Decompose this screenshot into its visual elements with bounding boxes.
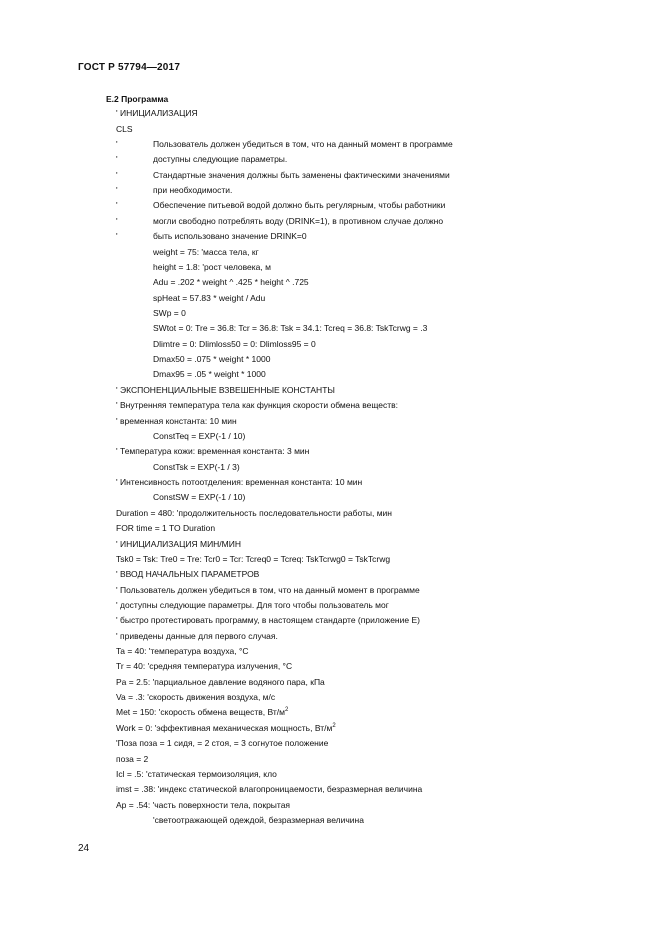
code-line: ' ВВОД НАЧАЛЬНЫХ ПАРАМЕТРОВ (116, 569, 260, 579)
code-line: ' доступны следующие параметры. Для того чтобы пользователь мог (116, 600, 389, 610)
code-line-with-superscript (116, 707, 288, 718)
code-line: Pa = 2.5: 'парциальное давление водяного пара, кПа (116, 677, 325, 687)
code-line: ' Интенсивность потоотделения: временная константа: 10 мин (116, 477, 363, 487)
code-line: Tsk0 = Tsk: Tre0 = Tre: Tcr0 = Tcr: Tcreq0 = Tcreq: TskTcrwg0 = TskTcrwg (116, 554, 391, 564)
code-line: Dmax50 = .075 * weight * 1000 (153, 354, 271, 364)
code-line: Обеспечение питьевой водой должно быть регулярным, чтобы работники (153, 200, 446, 210)
code-line: FOR time = 1 TO Duration (116, 523, 216, 533)
bullet-mark: ' (116, 170, 118, 180)
code-line: Duration = 480: 'продолжительность последовательности работы, мин (116, 508, 393, 518)
code-line-with-superscript (116, 723, 336, 734)
code-line: при необходимости. (153, 185, 233, 195)
code-line: height = 1.8: 'рост человека, м (153, 262, 271, 272)
bullet-mark: ' (116, 231, 118, 241)
code-line: ' быстро протестировать программу, в настоящем стандарте (приложение Е) (116, 615, 420, 625)
code-line: Va = .3: 'скорость движения воздуха, м/с (116, 692, 276, 702)
code-line: ' временная константа: 10 мин (116, 416, 237, 426)
code-line: ConstTeq = EXP(-1 / 10) (153, 431, 246, 441)
code-line: ' приведены данные для первого случая. (116, 631, 278, 641)
code-line: ' Пользователь должен убедиться в том, что на данный момент в программе (116, 585, 420, 595)
code-line: Пользователь должен убедиться в том, что на данный момент в программе (153, 139, 453, 149)
superscript: 2 (332, 723, 336, 730)
code-line: 'Поза поза = 1 сидя, = 2 стоя, = 3 согнутое положение (116, 738, 329, 748)
code-line: ConstSW = EXP(-1 / 10) (153, 492, 246, 502)
code-line: CLS (116, 124, 133, 134)
code-line: могли свободно потреблять воду (DRINK=1), в противном случае должно (153, 216, 444, 226)
code-line: ' Внутренняя температура тела как функция скорости обмена веществ: (116, 400, 399, 410)
superscript: 2 (284, 707, 289, 714)
code-line: spHeat = 57.83 * weight / Adu (153, 293, 266, 303)
code-line: Dlimtre = 0: Dlimloss50 = 0: Dlimloss95 = 0 (153, 339, 316, 349)
code-line: Icl = .5: 'статическая термоизоляция, кло (116, 769, 277, 779)
document-header: ГОСТ Р 57794—2017 (78, 62, 181, 73)
code-line: Adu = .202 * weight ^ .425 * height ^ .725 (153, 277, 309, 287)
code-line-text: Met = 150: 'скорость обмена веществ, Вт/м (116, 707, 285, 717)
code-line: weight = 75: 'масса тела, кг (153, 247, 259, 257)
code-line: SWp = 0 (153, 308, 186, 318)
bullet-mark: ' (116, 200, 118, 210)
code-line: Ap = .54: 'часть поверхности тела, покрытая (116, 800, 291, 810)
code-line: ConstTsk = EXP(-1 / 3) (153, 462, 240, 472)
bullet-mark: ' (116, 139, 118, 149)
code-line: Стандартные значения должны быть заменены фактическими значениями (153, 170, 450, 180)
code-line: Dmax95 = .05 * weight * 1000 (153, 369, 266, 379)
bullet-mark: ' (116, 216, 118, 226)
page-number: 24 (78, 843, 90, 854)
code-line: ' ИНИЦИАЛИЗАЦИЯ (116, 108, 198, 118)
bullet-mark: ' (116, 154, 118, 164)
bullet-mark: ' (116, 185, 118, 195)
code-line: Tr = 40: 'средняя температура излучения, °С (116, 661, 293, 671)
code-line: ' Температура кожи: временная константа: 3 мин (116, 446, 310, 456)
code-line: ' ИНИЦИАЛИЗАЦИЯ МИН/МИН (116, 539, 242, 549)
code-line-text: Work = 0: 'эффективная механическая мощность, Вт/м (116, 723, 333, 733)
code-line: быть использовано значение DRINK=0 (153, 231, 307, 241)
code-line: доступны следующие параметры. (153, 154, 288, 164)
section-title: Е.2 Программа (106, 94, 169, 104)
code-line: поза = 2 (116, 754, 149, 764)
code-line: imst = .38: 'индекс статической влагопроницаемости, безразмерная величина (116, 784, 423, 794)
code-line: Ta = 40: 'температура воздуха, °С (116, 646, 249, 656)
code-line: SWtot = 0: Tre = 36.8: Tcr = 36.8: Tsk = 34.1: Tcreq = 36.8: TskTcrwg = .3 (153, 323, 428, 333)
code-line: 'светоотражающей одеждой, безразмерная величина (153, 815, 364, 825)
code-line: ' ЭКСПОНЕНЦИАЛЬНЫЕ ВЗВЕШЕННЫЕ КОНСТАНТЫ (116, 385, 335, 395)
